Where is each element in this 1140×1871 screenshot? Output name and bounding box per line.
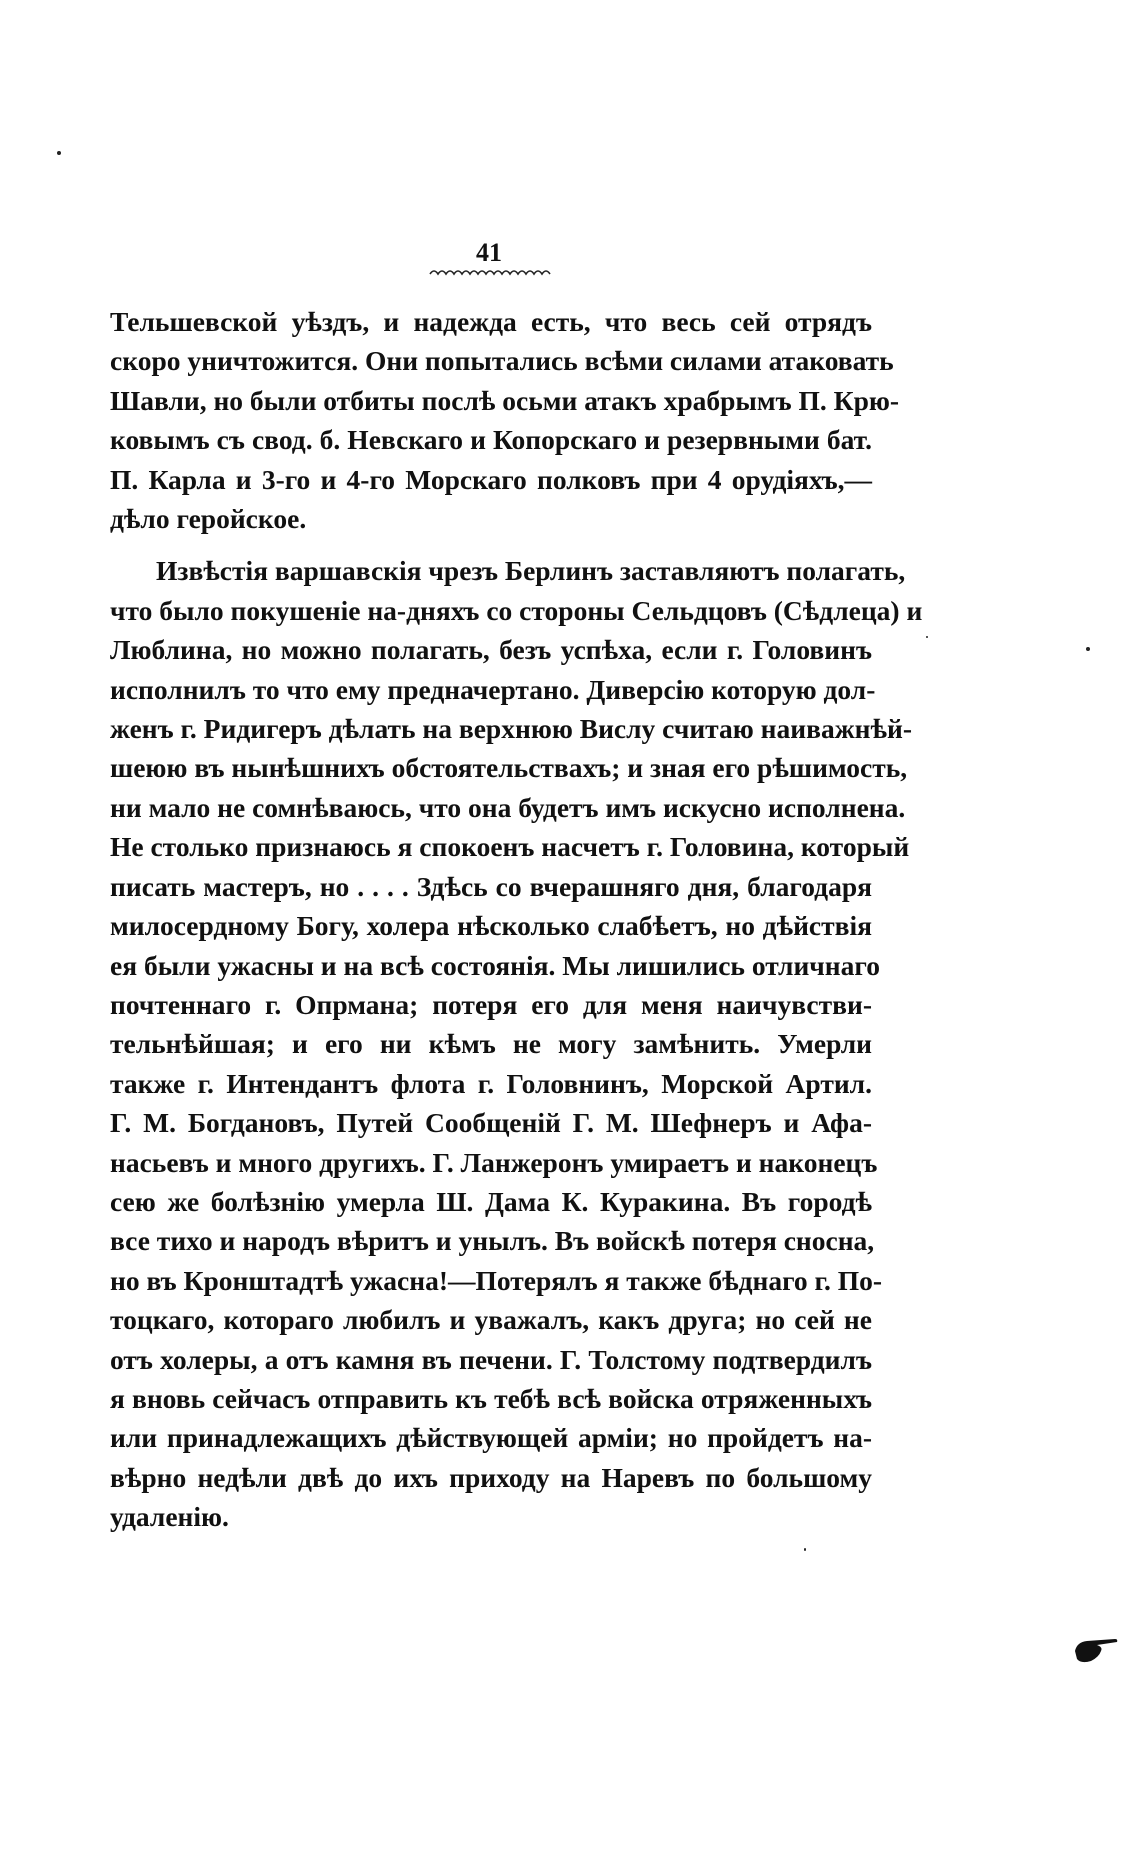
text-line: что было покушеніе на-дняхъ со стороны Сельдцовъ (Сѣдлеца) и [110,594,923,626]
text-line: Не столько признаюсь я спокоенъ насчетъ г. Головина, который [110,831,910,863]
text-line: ковымъ съ свод. б. Невскаго и Копорскаго и резервными бат. [110,424,872,456]
paragraph [110,551,923,1536]
text-line: Тельшевской уѣздъ, и надежда есть, что весь сей отрядъ [110,306,872,337]
text-line: ни мало не сомнѣваюсь, что она будетъ имъ искусно исполнена. [110,791,906,823]
text-line: тельнѣйшая; и его ни кѣмъ не могу замѣнить. Умерли [110,1028,872,1060]
text-line: Шавли, но были отбиты послѣ осьми атакъ храбрымъ П. Крю- [110,384,900,416]
text-line: насьевъ и много другихъ. Г. Ланжеронъ умираетъ и наконецъ [110,1146,878,1178]
text-line: милосердному Богу, холера нѣсколько слабѣетъ, но дѣйствія [110,910,872,942]
ink-speck [926,636,928,638]
text-line: Люблина, но можно полагать, безъ успѣха, если г. Головинъ [110,634,872,666]
text-line: П. Карла и 3-го и 4-го Морскаго полковъ при 4 орудіяхъ,— [110,463,872,495]
paragraph-gap [110,538,872,551]
text-line: писать мастеръ, но . . . . Здѣсь со вчерашняго дня, благодаря [110,870,872,902]
text-line: Извѣстія варшавскія чрезъ Берлинъ заставляютъ полагать, [156,555,906,587]
pointing-hand-icon [1073,1637,1119,1663]
text-line: почтеннаго г. Опрмана; потеря его для меня наичувстви- [110,988,872,1020]
text-line: скоро уничтожится. Они попытались всѣми силами атаковать [110,345,894,377]
text-line: тоцкаго, котораго любилъ и уважалъ, какъ друга; но сей не [110,1304,872,1336]
text-line: ея были ужасны и на всѣ состоянія. Мы лишились отличнаго [110,949,880,981]
text-line: также г. Интендантъ флота г. Головнинъ, Морской Артил. [110,1067,872,1099]
wavy-rule-ornament [428,266,552,278]
body-text [110,302,923,1537]
text-line: я вновь сейчасъ отправить къ тебѣ всѣ войска отряженныхъ [110,1382,872,1414]
text-line: вѣрно недѣли двѣ до ихъ приходу на Наревъ по большому [110,1461,872,1493]
text-line: отъ холеры, а отъ камня въ печени. Г. Толстому подтвердилъ [110,1343,872,1375]
paragraph [110,302,900,538]
text-line: Г. М. Богдановъ, Путей Сообщеній Г. М. Шефнеръ и Афа- [110,1107,872,1139]
ink-speck [804,1548,806,1551]
text-line: но въ Кронштадтѣ ужасна!—Потерялъ я также бѣднаго г. По- [110,1264,882,1296]
text-line: удаленію. [110,1501,229,1533]
text-line: или принадлежащихъ дѣйствующей арміи; но пройдетъ на- [110,1422,872,1454]
page-number: 41 [476,238,502,267]
ink-speck [1086,647,1090,651]
text-line: шеюю въ нынѣшнихъ обстоятельствахъ; и зная его рѣшимость, [110,752,908,784]
text-line: женъ г. Ридигеръ дѣлать на верхнюю Вислу считаю наиважнѣй- [110,713,912,745]
text-line: все тихо и народъ вѣритъ и унылъ. Въ войскѣ потеря сносна, [110,1225,875,1257]
text-line: дѣло геройское. [110,503,307,535]
ink-speck [57,151,61,155]
text-line: сею же болѣзнію умерла Ш. Дама К. Куракина. Въ городѣ [110,1185,872,1217]
text-line: исполнилъ то что ему предначертано. Диверсію которую дол- [110,673,876,705]
